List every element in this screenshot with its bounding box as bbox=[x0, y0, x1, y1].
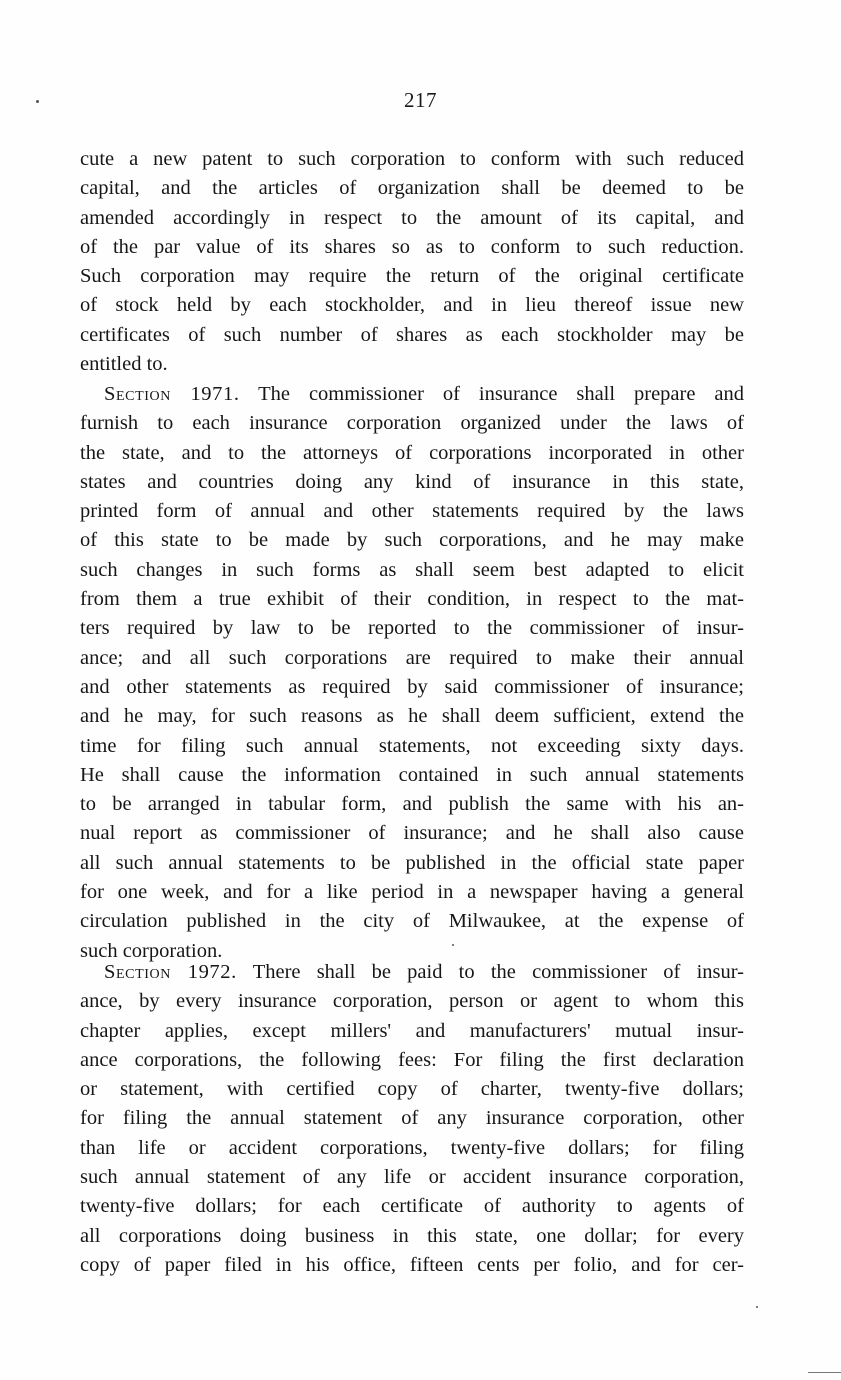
text-line: such changes in such forms as shall seem best adapted to elicit bbox=[80, 558, 744, 581]
text-line: or statement, with certified copy of charter, twenty-five dollars; bbox=[80, 1078, 744, 1101]
text-line: time for filing such annual statements, not exceeding sixty days. bbox=[80, 734, 744, 757]
text-line: all corporations doing business in this state, one dollar; for every bbox=[80, 1224, 744, 1247]
text-line: He shall cause the information contained in such annual statements bbox=[80, 763, 744, 786]
page-number: 217 bbox=[404, 88, 437, 112]
paragraph-continuation bbox=[80, 145, 744, 379]
print-speck bbox=[756, 1306, 758, 1308]
text-line: Such corporation may require the return of the original certificate bbox=[80, 265, 744, 288]
text-line: and other statements as required by said commissioner of insurance; bbox=[80, 675, 744, 698]
text-line: states and countries doing any kind of insurance in this state, bbox=[80, 470, 744, 493]
text-line: of the par value of its shares so as to conform to such reduction. bbox=[80, 235, 744, 258]
text-line: ance, by every insurance corporation, person or agent to whom this bbox=[80, 990, 744, 1013]
text-line: such annual statement of any life or accident insurance corporation, bbox=[80, 1166, 744, 1189]
text-line: capital, and the articles of organization shall be deemed to be bbox=[80, 177, 744, 200]
text-line: and he may, for such reasons as he shall deem sufficient, extend the bbox=[80, 705, 744, 728]
text-line: of stock held by each stockholder, and in lieu thereof issue new bbox=[80, 294, 744, 317]
text-line: from them a true exhibit of their condition, in respect to the mat- bbox=[80, 588, 744, 611]
section-1972 bbox=[80, 958, 744, 1280]
text-line: printed form of annual and other statements required by the laws bbox=[80, 500, 744, 523]
section-1971 bbox=[80, 380, 744, 966]
section-first-line bbox=[80, 958, 744, 987]
section-heading: Section 1971. bbox=[104, 383, 240, 405]
text-line: nual report as commissioner of insurance; and he shall also cause bbox=[80, 822, 744, 845]
text-line: to be arranged in tabular form, and publish the same with his an- bbox=[80, 793, 744, 816]
section-first-line bbox=[80, 380, 744, 409]
section-heading: Section 1972. bbox=[104, 961, 237, 983]
text-line: ters required by law to be reported to the commissioner of insur- bbox=[80, 617, 744, 640]
text-line: the state, and to the attorneys of corporations incorporated in other bbox=[80, 441, 744, 464]
section-first-line-text: The commissioner of insurance shall prepare and bbox=[258, 383, 744, 405]
margin-rule-mark bbox=[808, 1372, 841, 1373]
text-line: of this state to be made by such corporations, and he may make bbox=[80, 529, 744, 552]
text-line: copy of paper filed in his office, fifteen cents per folio, and for cer- bbox=[80, 1253, 744, 1276]
text-line: chapter applies, except millers' and manufacturers' mutual insur- bbox=[80, 1019, 744, 1042]
text-line: certificates of such number of shares as each stockholder may be bbox=[80, 323, 744, 346]
text-line: circulation published in the city of Milwaukee, at the expense of bbox=[80, 910, 744, 933]
text-line: entitled to. bbox=[80, 353, 168, 376]
text-line: ance corporations, the following fees: For filing the first declaration bbox=[80, 1048, 744, 1071]
text-line: cute a new patent to such corporation to conform with such reduced bbox=[80, 148, 744, 170]
section-first-line-text: There shall be paid to the commissioner of insur- bbox=[252, 961, 744, 983]
text-line: such corporation. bbox=[80, 939, 223, 962]
text-line: ance; and all such corporations are required to make their annual bbox=[80, 646, 744, 669]
text-line: for filing the annual statement of any insurance corporation, other bbox=[80, 1107, 744, 1130]
text-line: for one week, and for a like period in a newspaper having a general bbox=[80, 881, 744, 904]
text-line: twenty-five dollars; for each certificate of authority to agents of bbox=[80, 1195, 744, 1218]
text-line: than life or accident corporations, twenty-five dollars; for filing bbox=[80, 1136, 744, 1159]
text-line: amended accordingly in respect to the amount of its capital, and bbox=[80, 206, 744, 229]
text-line: all such annual statements to be published in the official state paper bbox=[80, 851, 744, 874]
text-line: furnish to each insurance corporation organized under the laws of bbox=[80, 412, 744, 435]
